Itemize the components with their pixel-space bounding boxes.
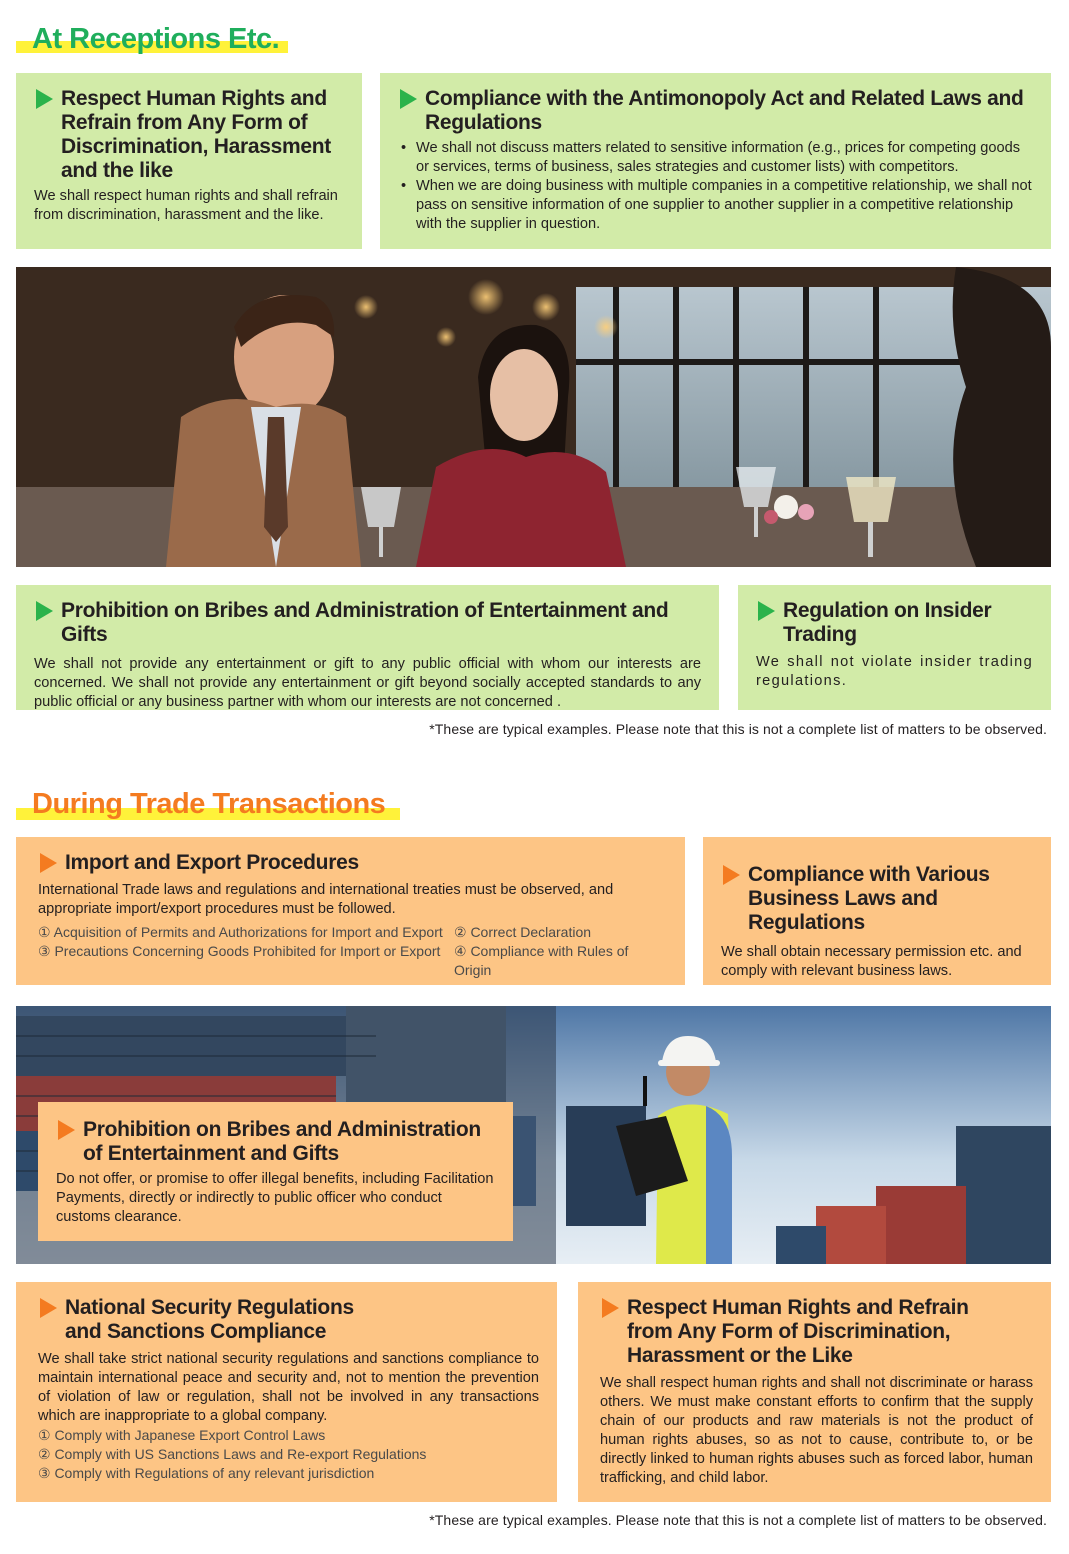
orange-arrow-icon — [40, 853, 57, 873]
restaurant-scene-illustration — [16, 267, 1051, 567]
insider-trading-text: We shall not violate insider trading regulations. — [756, 654, 1033, 689]
trade-bribes-box — [38, 1102, 513, 1241]
national-security-text: We shall take strict national security regulations and sanctions compliance to maintain international peace and security and, not to mention the prevention of violation of law or regulation, shall not be involved in any transactions which are inappropriate to a global company. — [38, 1351, 539, 1424]
antimonopoly-box — [380, 73, 1051, 249]
insider-trading-heading — [756, 599, 1033, 647]
reception-bribes-heading — [34, 599, 701, 647]
insider-trading-box — [738, 585, 1051, 710]
national-security-heading — [38, 1296, 539, 1344]
list-item: ④ Compliance with Rules of Origin — [454, 943, 629, 978]
import-export-box — [16, 837, 685, 985]
antimonopoly-title: Compliance with the Antimonopoly Act and Related Laws and Regulations — [425, 87, 1024, 134]
reception-human-rights-heading — [34, 87, 344, 183]
import-export-text: International Trade laws and regulations and international treaties must be observed, and appropriate import/export procedures must be followed. — [38, 882, 614, 917]
trade-section-title: During Trade Transactions — [32, 788, 386, 820]
green-arrow-icon — [36, 601, 53, 621]
green-arrow-icon — [36, 89, 53, 109]
import-export-heading — [38, 851, 667, 875]
green-arrow-icon — [758, 601, 775, 621]
green-arrow-icon — [400, 89, 417, 109]
reception-footnote: *These are typical examples. Please note that this is not a complete list of matters to be observed. — [429, 721, 1047, 737]
reception-human-rights-text: We shall respect human rights and shall refrain from discrimination, harassment and the like. — [34, 188, 338, 223]
business-laws-text: We shall obtain necessary permission etc. and comply with relevant business laws. — [721, 944, 1022, 979]
list-item: • When we are doing business with multiple companies in a competitive relationship, we shall not pass on sensitive information of one supplier to another supplier in a competitive relationship with the supplier in question. — [398, 177, 1033, 234]
list-item: ① Acquisition of Permits and Authorizations for Import and Export — [38, 924, 443, 940]
trade-bribes-heading — [56, 1118, 495, 1166]
orange-arrow-icon — [58, 1120, 75, 1140]
national-security-box — [16, 1282, 557, 1502]
reception-bribes-box — [16, 585, 719, 710]
national-security-title: National Security Regulations and Sanctions Compliance — [65, 1296, 354, 1343]
trade-bribes-text: Do not offer, or promise to offer illegal benefits, including Facilitation Payments, directly or indirectly to public officer who conduct customs clearance. — [56, 1171, 494, 1225]
import-export-title: Import and Export Procedures — [65, 851, 359, 874]
orange-arrow-icon — [602, 1298, 619, 1318]
reception-section-title: At Receptions Etc. — [32, 23, 280, 55]
trade-human-rights-box — [578, 1282, 1051, 1502]
reception-bribes-title: Prohibition on Bribes and Administration of Entertainment and Gifts — [61, 599, 669, 646]
trade-human-rights-heading — [600, 1296, 1033, 1368]
insider-trading-title: Regulation on Insider Trading — [783, 599, 992, 646]
trade-human-rights-text: We shall respect human rights and shall not discriminate or harass others. We must make constant efforts to confirm that the supply chain of our products and raw materials is not the product of human rights abuses, so as not to cause, contribute to, or be directly linked to human rights abuses such as forced labor, human trafficking, and child labor. — [600, 1375, 1033, 1486]
list-item: ① Comply with Japanese Export Control Laws — [38, 1427, 326, 1443]
import-export-items — [38, 923, 667, 980]
business-dinner-photo — [16, 267, 1051, 567]
list-item: ② Correct Declaration — [454, 924, 592, 940]
trade-footnote: *These are typical examples. Please note that this is not a complete list of matters to be observed. — [429, 1512, 1047, 1528]
trade-bribes-title: Prohibition on Bribes and Administration of Entertainment and Gifts — [83, 1118, 481, 1165]
list-item: ③ Precautions Concerning Goods Prohibited for Import or Export — [38, 943, 441, 959]
business-laws-title: Compliance with Various Business Laws and Regulations — [748, 863, 990, 934]
business-laws-heading — [721, 863, 1033, 935]
national-security-items — [38, 1426, 539, 1483]
antimonopoly-bullet-list — [398, 139, 1033, 234]
orange-arrow-icon — [723, 865, 740, 885]
reception-human-rights-box — [16, 73, 362, 249]
reception-bribes-text: We shall not provide any entertainment or gift to any public official with whom our interests are concerned. We shall not provide any entertainment or gift beyond socially accepted standards to any public official or any business partner with whom our interests are not concerned . — [34, 656, 701, 710]
reception-human-rights-title: Respect Human Rights and Refrain from Any Form of Discrimination, Harassment and the like — [61, 87, 331, 182]
list-item: ② Comply with US Sanctions Laws and Re-export Regulations — [38, 1446, 427, 1462]
trade-human-rights-title: Respect Human Rights and Refrain from Any Form of Discrimination, Harassment or the Like — [627, 1296, 969, 1367]
orange-arrow-icon — [40, 1298, 57, 1318]
list-item: ③ Comply with Regulations of any relevant jurisdiction — [38, 1465, 375, 1481]
list-item: • We shall not discuss matters related to sensitive information (e.g., prices for competing goods or services, terms of business, sales strategies and customer lists) with competitors. — [398, 139, 1033, 177]
business-laws-box — [703, 837, 1051, 985]
antimonopoly-heading — [398, 87, 1033, 135]
